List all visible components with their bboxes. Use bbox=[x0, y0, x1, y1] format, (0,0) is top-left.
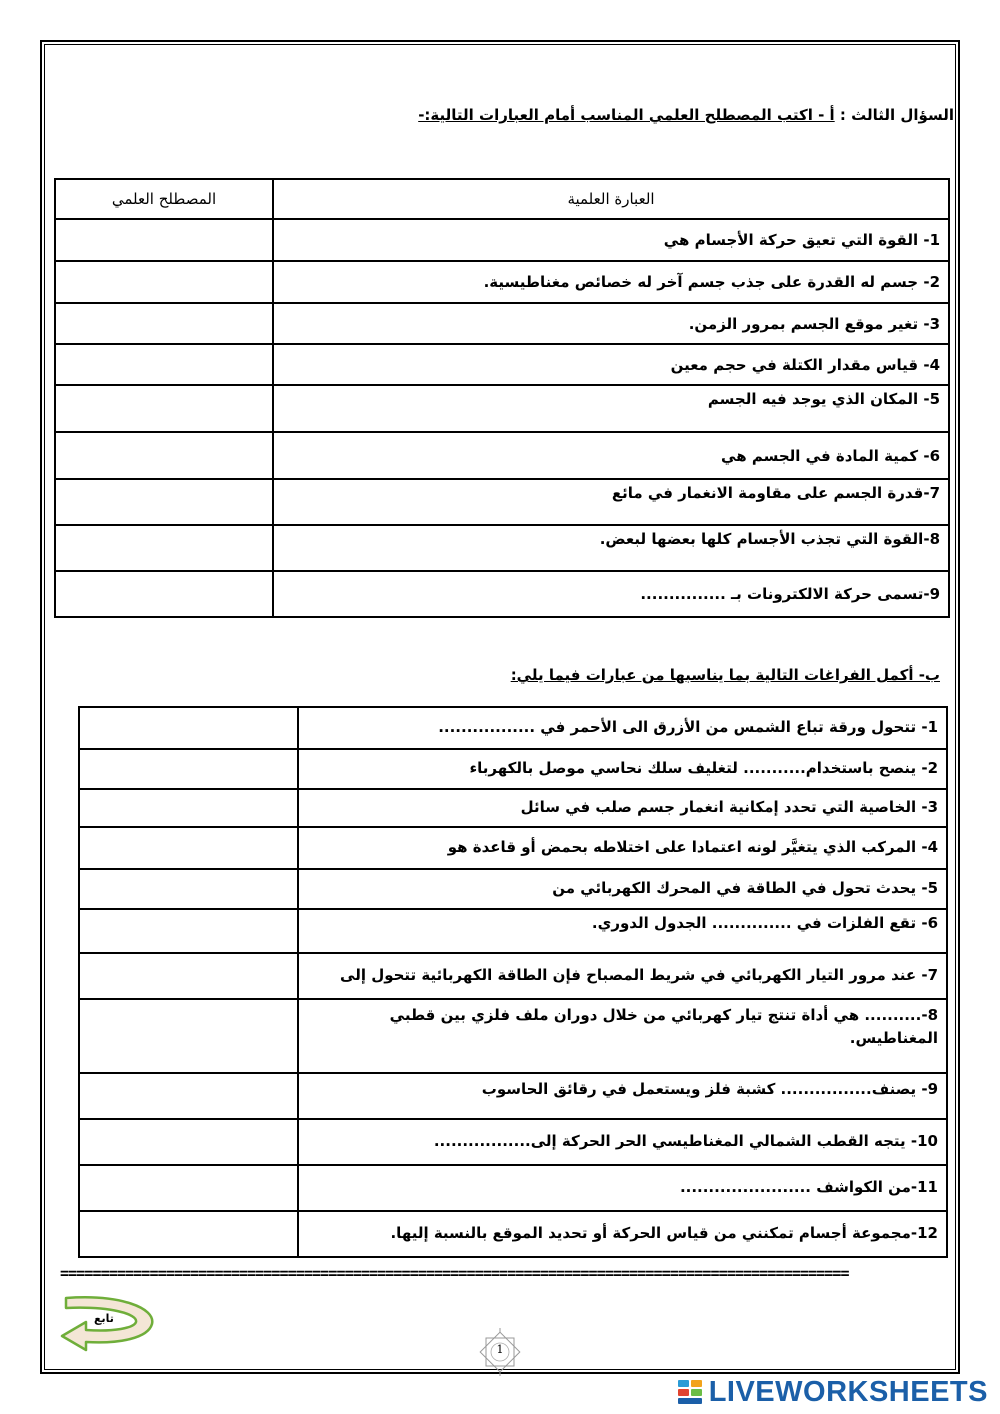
table-row bbox=[55, 385, 949, 432]
question-number-label: السؤال الثالث : bbox=[834, 106, 954, 124]
blank-statement-11: 11-من الكواشف ....................... bbox=[298, 1165, 947, 1211]
table-row bbox=[55, 344, 949, 385]
answer-cell-4[interactable] bbox=[55, 344, 273, 385]
table-row bbox=[79, 1073, 947, 1119]
table-row bbox=[55, 303, 949, 344]
table-row bbox=[79, 749, 947, 789]
answer-cell-6[interactable] bbox=[55, 432, 273, 479]
blank-statement-6: 6- تقع الفلزات في .............. الجدول الدوري. bbox=[298, 909, 947, 953]
statement-7: 7-قدرة الجسم على مقاومة الانغمار في مائع bbox=[273, 479, 949, 525]
section-a-heading bbox=[418, 106, 954, 124]
table-row bbox=[55, 525, 949, 571]
liveworksheets-watermark bbox=[677, 1376, 988, 1408]
blank-statement-4: 4- المركب الذي يتغيَّر لونه اعتمادا على اختلاطه بحمض أو قاعدة هو bbox=[298, 827, 947, 869]
table-row bbox=[55, 261, 949, 303]
blank-statement-2: 2- ينصح باستخدام........... لتغليف سلك نحاسي موصل بالكهرباء bbox=[298, 749, 947, 789]
blank-statement-7: 7- عند مرور التيار الكهربائي في شريط المصباح فإن الطاقة الكهربائية تتحول إلى bbox=[298, 953, 947, 999]
statement-8: 8-القوة التي تجذب الأجسام كلها بعضها لبعض. bbox=[273, 525, 949, 571]
table-row bbox=[79, 869, 947, 909]
blank-answer-10[interactable] bbox=[79, 1119, 298, 1165]
blank-statement-5: 5- يحدث تحول في الطاقة في المحرك الكهربائي من bbox=[298, 869, 947, 909]
table-row bbox=[79, 1119, 947, 1165]
table-row bbox=[79, 1165, 947, 1211]
separator-line: ================================================================================================= bbox=[60, 1264, 849, 1282]
statement-4: 4- قياس مقدار الكتلة في حجم معين bbox=[273, 344, 949, 385]
statement-2: 2- جسم له القدرة على جذب جسم آخر له خصائص مغناطيسية. bbox=[273, 261, 949, 303]
blank-answer-8[interactable] bbox=[79, 999, 298, 1073]
answer-cell-5[interactable] bbox=[55, 385, 273, 432]
table-row bbox=[79, 707, 947, 749]
section-b-heading bbox=[511, 666, 940, 684]
header-term: المصطلح العلمي bbox=[55, 179, 273, 219]
blank-answer-4[interactable] bbox=[79, 827, 298, 869]
liveworksheets-text: LIVEWORKSHEETS bbox=[708, 1375, 988, 1408]
next-label: تابع bbox=[94, 1312, 114, 1325]
table-row bbox=[79, 827, 947, 869]
terms-table bbox=[54, 178, 950, 618]
table-row bbox=[79, 909, 947, 953]
table-row bbox=[55, 571, 949, 617]
blank-answer-11[interactable] bbox=[79, 1165, 298, 1211]
table-row bbox=[79, 953, 947, 999]
blank-answer-3[interactable] bbox=[79, 789, 298, 827]
table-header-row bbox=[55, 179, 949, 219]
table-row bbox=[79, 789, 947, 827]
blank-statement-1: 1- تتحول ورقة تباع الشمس من الأزرق الى الأحمر في ................. bbox=[298, 707, 947, 749]
blank-answer-1[interactable] bbox=[79, 707, 298, 749]
blank-answer-7[interactable] bbox=[79, 953, 298, 999]
table-row bbox=[55, 432, 949, 479]
answer-cell-9[interactable] bbox=[55, 571, 273, 617]
table-row bbox=[55, 219, 949, 261]
answer-cell-8[interactable] bbox=[55, 525, 273, 571]
answer-cell-2[interactable] bbox=[55, 261, 273, 303]
statement-3: 3- تغير موقع الجسم بمرور الزمن. bbox=[273, 303, 949, 344]
blank-statement-9: 9- يصنف................ كشبة فلز ويستعمل في رقائق الحاسوب bbox=[298, 1073, 947, 1119]
blank-statement-3: 3- الخاصية التي تحدد إمكانية انغمار جسم صلب في سائل bbox=[298, 789, 947, 827]
fill-blanks-table bbox=[78, 706, 948, 1258]
statement-9: 9-تسمى حركة الالكترونات بـ ............... bbox=[273, 571, 949, 617]
answer-cell-1[interactable] bbox=[55, 219, 273, 261]
answer-cell-3[interactable] bbox=[55, 303, 273, 344]
table-row bbox=[79, 999, 947, 1073]
blank-answer-2[interactable] bbox=[79, 749, 298, 789]
table-row bbox=[79, 1211, 947, 1257]
answer-cell-7[interactable] bbox=[55, 479, 273, 525]
blank-answer-5[interactable] bbox=[79, 869, 298, 909]
section-a-title: أ - اكتب المصطلح العلمي المناسب أمام العبارات التالية:- bbox=[418, 106, 835, 124]
statement-5: 5- المكان الذي يوجد فيه الجسم bbox=[273, 385, 949, 432]
liveworksheets-logo-icon bbox=[677, 1379, 703, 1405]
section-b-title: ب- أكمل الفراغات التالية بما يناسبها من عبارات فيما يلي: bbox=[510, 666, 940, 684]
blank-answer-6[interactable] bbox=[79, 909, 298, 953]
blank-statement-8: 8-.......... هي أداة تنتج تيار كهربائي من خلال دوران ملف فلزي بين قطبي المغناطيس. bbox=[298, 999, 947, 1073]
blank-statement-12: 12-مجموعة أجسام تمكنني من قياس الحركة أو تحديد الموقع بالنسبة إليها. bbox=[298, 1211, 947, 1257]
header-statement: العبارة العلمية bbox=[273, 179, 949, 219]
page-number: 1 bbox=[496, 1343, 504, 1356]
table-row bbox=[55, 479, 949, 525]
blank-statement-10: 10- يتجه القطب الشمالي المغناطيسي الحر الحركة إلى................. bbox=[298, 1119, 947, 1165]
statement-1: 1- القوة التي تعيق حركة الأجسام هي bbox=[273, 219, 949, 261]
blank-answer-12[interactable] bbox=[79, 1211, 298, 1257]
statement-6: 6- كمية المادة في الجسم هي bbox=[273, 432, 949, 479]
blank-answer-9[interactable] bbox=[79, 1073, 298, 1119]
